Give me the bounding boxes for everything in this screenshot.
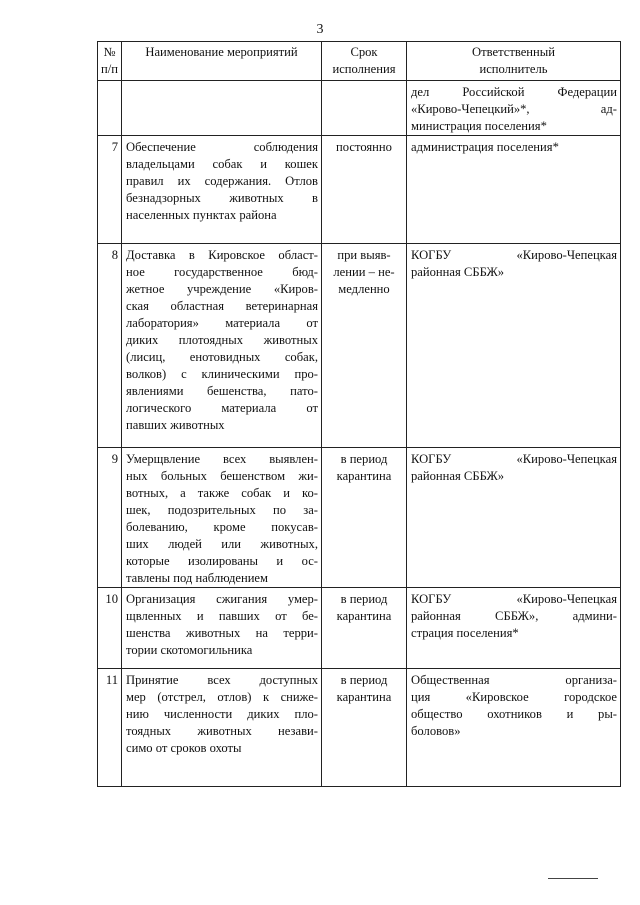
header-num — [98, 42, 122, 81]
execution-term-line: в период — [340, 452, 388, 466]
measure-name — [122, 81, 322, 136]
execution-term-line: лении – не- — [333, 265, 395, 279]
measure-name-line: диких плотоядных животных — [126, 333, 318, 347]
responsible-executor-line: районная СББЖ» — [411, 469, 505, 483]
measure-name-line: симо от сроков охоты — [126, 741, 242, 755]
execution-term — [322, 448, 407, 588]
row-number: 11 — [98, 669, 122, 787]
measure-name-line: павших животных — [126, 418, 225, 432]
measure-name-line: шенства животных на терри- — [126, 626, 318, 640]
header-term — [322, 42, 407, 81]
responsible-executor — [407, 136, 621, 244]
measure-name-line: Обеспечение соблюдения — [126, 140, 318, 154]
measure-name — [122, 448, 322, 588]
measure-name-line: правил их содержания. Отлов — [126, 174, 318, 188]
execution-term — [322, 81, 407, 136]
row-number: 8 — [98, 244, 122, 448]
table-row — [98, 588, 621, 669]
measure-name-line: ших людей или животных, — [126, 537, 318, 551]
measures-table — [97, 41, 621, 787]
execution-term — [322, 669, 407, 787]
execution-term — [322, 136, 407, 244]
measure-name-line: волков) с клиническими про- — [126, 367, 318, 381]
responsible-executor-line: страция поселения* — [411, 626, 519, 640]
responsible-executor-line: боловов» — [411, 724, 461, 738]
measure-name-line: логического материала от — [126, 401, 318, 415]
execution-term-line: медленно — [338, 282, 390, 296]
row-number: 10 — [98, 588, 122, 669]
measure-name-line: ное государственное бюд- — [126, 265, 318, 279]
measure-name-line: щвленных и павших от бе- — [126, 609, 318, 623]
measure-name-line: нию численности диких пло- — [126, 707, 318, 721]
responsible-executor — [407, 81, 621, 136]
responsible-executor-line: общество охотников и ры- — [411, 707, 617, 721]
measure-name — [122, 244, 322, 448]
responsible-executor — [407, 448, 621, 588]
measure-name-line: (лисиц, енотовидных собак, — [126, 350, 318, 364]
responsible-executor-line: районная СББЖ», админи- — [411, 609, 617, 623]
header-num-line: № — [103, 45, 116, 59]
execution-term-line: в период — [340, 673, 388, 687]
measure-name-line: населенных пунктах района — [126, 208, 277, 222]
measure-name-line: Организация сжигания умер- — [126, 592, 318, 606]
responsible-executor — [407, 244, 621, 448]
measure-name — [122, 136, 322, 244]
table-row — [98, 669, 621, 787]
responsible-executor-line: администрация поселения* — [411, 140, 559, 154]
measure-name — [122, 669, 322, 787]
header-num-line: п/п — [101, 62, 118, 76]
measure-name-line: Принятие всех доступных — [126, 673, 318, 687]
execution-term-line: при выяв- — [337, 248, 391, 262]
responsible-executor-line: районная СББЖ» — [411, 265, 505, 279]
responsible-executor — [407, 588, 621, 669]
measure-name-line: лаборатория» материала от — [126, 316, 318, 330]
measure-name-line: жетное учреждение «Киров- — [126, 282, 318, 296]
table-row — [98, 448, 621, 588]
execution-term-line: карантина — [336, 690, 392, 704]
header-resp-line: исполнитель — [479, 62, 548, 76]
measure-name-line: мер (отстрел, отлов) к сниже- — [126, 690, 318, 704]
responsible-executor — [407, 669, 621, 787]
header-resp-line: Ответственный — [472, 45, 555, 59]
table-header-row — [98, 42, 621, 81]
measure-name-line: тавлены под наблюдением — [126, 571, 268, 585]
row-number: 7 — [98, 136, 122, 244]
measure-name-line: тоядных животных незави- — [126, 724, 318, 738]
header-term-line: Срок — [350, 45, 378, 59]
responsible-executor-line: Общественная организа- — [411, 673, 617, 687]
header-responsible — [407, 42, 621, 81]
execution-term-line: карантина — [336, 469, 392, 483]
page-number: 3 — [316, 22, 324, 37]
responsible-executor-line: «Кирово-Чепецкий»*, ад- — [411, 102, 617, 116]
header-name: Наименование мероприятий — [122, 42, 322, 81]
execution-term — [322, 244, 407, 448]
table-row — [98, 244, 621, 448]
measure-name — [122, 588, 322, 669]
measure-name-line: которые изолированы и ос- — [126, 554, 318, 568]
responsible-executor-line: КОГБУ «Кирово-Чепецкая — [411, 248, 617, 262]
measure-name-line: Умерщвление всех выявлен- — [126, 452, 318, 466]
responsible-executor-line: КОГБУ «Кирово-Чепецкая — [411, 592, 617, 606]
execution-term-line: в период — [340, 592, 388, 606]
measure-name-line: ская областная ветеринарная — [126, 299, 318, 313]
measure-name-line: вотных, а также собак и ко- — [126, 486, 318, 500]
footer-mark — [548, 878, 598, 881]
table-row — [98, 81, 621, 136]
measure-name-line: безнадзорных животных в — [126, 191, 318, 205]
execution-term-line: постоянно — [336, 140, 392, 154]
measure-name-line: Доставка в Кировское област- — [126, 248, 318, 262]
row-number — [98, 81, 122, 136]
table-row — [98, 136, 621, 244]
row-number: 9 — [98, 448, 122, 588]
measure-name-line: владельцами собак и кошек — [126, 157, 318, 171]
responsible-executor-line: министрация поселения* — [411, 119, 547, 133]
measure-name-line: болеванию, кроме покусав- — [126, 520, 318, 534]
measure-name-line: тории скотомогильника — [126, 643, 253, 657]
execution-term — [322, 588, 407, 669]
measure-name-line: ных больных бешенством жи- — [126, 469, 318, 483]
measure-name-line: явлениями бешенства, пато- — [126, 384, 318, 398]
responsible-executor-line: КОГБУ «Кирово-Чепецкая — [411, 452, 617, 466]
responsible-executor-line: дел Российской Федерации — [411, 85, 617, 99]
header-term-line: исполнения — [332, 62, 396, 76]
measure-name-line: шек, подозрительных по за- — [126, 503, 318, 517]
execution-term-line: карантина — [336, 609, 392, 623]
responsible-executor-line: ция «Кировское городское — [411, 690, 617, 704]
